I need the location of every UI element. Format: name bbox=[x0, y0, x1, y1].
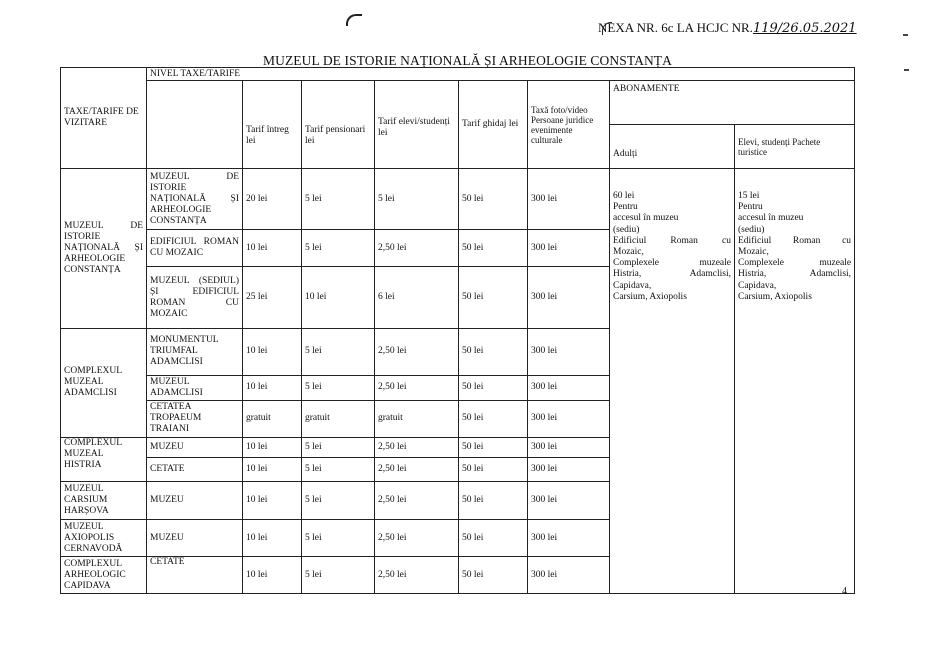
abonament-line: (sediu) bbox=[613, 224, 640, 235]
group-name: MUZEUL DE ISTORIE NAȚIONALĂ ȘI ARHEOLOGIE CONSTANȚA bbox=[61, 169, 147, 329]
abonament-line: Complexele muzeale bbox=[613, 258, 731, 269]
tarif-pensionari: gratuit bbox=[302, 400, 375, 437]
taxa-foto: 300 lei bbox=[528, 400, 610, 437]
header-adulti: Adulți bbox=[610, 125, 735, 169]
abonament-adulti-price: 60 lei bbox=[613, 191, 635, 201]
tarif-elevi: 2,50 lei bbox=[375, 329, 459, 376]
tarif-ghidaj: 50 lei bbox=[459, 230, 528, 267]
tarif-elevi: 6 lei bbox=[375, 267, 459, 329]
abonament-line: Capidava, bbox=[613, 280, 652, 291]
tarif-pensionari: 5 lei bbox=[302, 169, 375, 230]
tariff-table bbox=[60, 67, 855, 594]
tarif-ghidaj: 50 lei bbox=[459, 557, 528, 594]
tarif-ghidaj: 50 lei bbox=[459, 267, 528, 329]
tarif-elevi: 2,50 lei bbox=[375, 557, 459, 594]
tarif-intreg: 10 lei bbox=[243, 230, 302, 267]
row-name: MUZEU bbox=[147, 437, 243, 458]
abonament-line: accesul în muzeu bbox=[613, 213, 679, 224]
tarif-ghidaj: 50 lei bbox=[459, 437, 528, 458]
taxa-foto: 300 lei bbox=[528, 458, 610, 482]
tarif-pensionari: 5 lei bbox=[302, 482, 375, 520]
header-blank bbox=[147, 81, 243, 169]
row-name: MONUMENTUL TRIUMFAL ADAMCLISI bbox=[147, 329, 243, 376]
row-name: CETATE bbox=[147, 458, 243, 482]
stamp-mark bbox=[346, 14, 362, 26]
tarif-intreg: 10 lei bbox=[243, 520, 302, 557]
row-name: MUZEUL DE ISTORIE NAȚIONALĂ ȘI ARHEOLOGIE CONSTANȚA bbox=[147, 169, 243, 230]
group-name: MUZEUL CARSIUM HARȘOVA bbox=[61, 482, 147, 520]
group-name: COMPLEXUL ARHEOLOGIC CAPIDAVA bbox=[61, 557, 147, 594]
tarif-elevi: 2,50 lei bbox=[375, 520, 459, 557]
abonament-line: Mozaic, bbox=[613, 247, 644, 258]
tarif-intreg: 10 lei bbox=[243, 482, 302, 520]
tarif-ghidaj: 50 lei bbox=[459, 329, 528, 376]
document-title: MUZEUL DE ISTORIE NAȚIONALĂ ȘI ARHEOLOGIE CONSTANȚA bbox=[263, 53, 672, 68]
annex-prefix: NEXA NR. 6c LA HCJC NR. bbox=[598, 20, 753, 35]
abonament-line: Histria, Adamclisi, bbox=[613, 269, 731, 280]
tarif-pensionari: 5 lei bbox=[302, 520, 375, 557]
taxa-foto: 300 lei bbox=[528, 329, 610, 376]
row-name: CETATE bbox=[147, 557, 243, 594]
abonament-line: Carsium, Axiopolis bbox=[738, 291, 812, 302]
tarif-ghidaj: 50 lei bbox=[459, 482, 528, 520]
abonament-line: Capidava, bbox=[738, 280, 777, 291]
row-name: EDIFICIUL ROMAN CU MOZAIC bbox=[147, 230, 243, 267]
abonament-line: Histria, Adamclisi, bbox=[738, 269, 852, 280]
abonament-line: Carsium, Axiopolis bbox=[613, 291, 687, 302]
tarif-elevi: 5 lei bbox=[375, 169, 459, 230]
tarif-elevi: 2,50 lei bbox=[375, 482, 459, 520]
header-tarif-intreg: Tarif întreg lei bbox=[243, 81, 302, 169]
abonament-line: accesul în muzeu bbox=[738, 213, 804, 224]
header-tarif-elevi: Tarif elevi/studenți lei bbox=[375, 81, 459, 169]
tarif-pensionari: 5 lei bbox=[302, 437, 375, 458]
taxa-foto: 300 lei bbox=[528, 437, 610, 458]
tarif-pensionari: 5 lei bbox=[302, 375, 375, 400]
abonament-line: Mozaic, bbox=[738, 247, 769, 258]
row-name: CETATEA TROPAEUM TRAIANI bbox=[147, 400, 243, 437]
group-name: COMPLEXUL MUZEAL HISTRIA bbox=[61, 437, 147, 482]
tarif-ghidaj: 50 lei bbox=[459, 375, 528, 400]
tarif-intreg: 10 lei bbox=[243, 375, 302, 400]
tarif-elevi: 2,50 lei bbox=[375, 375, 459, 400]
header-taxe: TAXE/TARIFE DE VIZITARE bbox=[61, 68, 147, 169]
tarif-elevi: 2,50 lei bbox=[375, 437, 459, 458]
header-elevi: Elevi, studenți Pachete turistice bbox=[735, 125, 855, 169]
taxa-foto: 300 lei bbox=[528, 230, 610, 267]
row-name: MUZEU bbox=[147, 482, 243, 520]
tarif-intreg: 10 lei bbox=[243, 458, 302, 482]
tarif-intreg: gratuit bbox=[243, 400, 302, 437]
tarif-ghidaj: 50 lei bbox=[459, 520, 528, 557]
tarif-pensionari: 5 lei bbox=[302, 329, 375, 376]
header-tarif-ghidaj: Tarif ghidaj lei bbox=[459, 81, 528, 169]
tarif-intreg: 10 lei bbox=[243, 557, 302, 594]
header-tarif-pensionari: Tarif pensionari lei bbox=[302, 81, 375, 169]
tarif-pensionari: 5 lei bbox=[302, 458, 375, 482]
group-name: COMPLEXUL MUZEAL ADAMCLISI bbox=[61, 329, 147, 438]
tarif-pensionari: 5 lei bbox=[302, 557, 375, 594]
taxa-foto: 300 lei bbox=[528, 375, 610, 400]
taxa-foto: 300 lei bbox=[528, 557, 610, 594]
abonament-line: Edificiul Roman cu bbox=[738, 235, 852, 246]
tarif-elevi: 2,50 lei bbox=[375, 458, 459, 482]
header-taxa-foto: Taxă foto/video Persoane juridice evenimente culturale bbox=[528, 81, 610, 169]
page-number: 4 bbox=[842, 586, 847, 597]
tarif-ghidaj: 50 lei bbox=[459, 169, 528, 230]
tarif-intreg: 10 lei bbox=[243, 437, 302, 458]
margin-mark bbox=[904, 69, 909, 71]
abonament-elevi-price: 15 lei bbox=[738, 191, 760, 201]
group-name: MUZEUL AXIOPOLIS CERNAVODĂ bbox=[61, 520, 147, 557]
tarif-intreg: 10 lei bbox=[243, 329, 302, 376]
taxa-foto: 300 lei bbox=[528, 169, 610, 230]
tarif-ghidaj: 50 lei bbox=[459, 458, 528, 482]
taxa-foto: 300 lei bbox=[528, 482, 610, 520]
tarif-elevi: 2,50 lei bbox=[375, 230, 459, 267]
annex-header bbox=[598, 20, 857, 36]
abonament-line: (sediu) bbox=[738, 224, 765, 235]
abonament-line: Edificiul Roman cu bbox=[613, 235, 731, 246]
row-name: MUZEUL ADAMCLISI bbox=[147, 375, 243, 400]
taxa-foto: 300 lei bbox=[528, 520, 610, 557]
row-name: MUZEU bbox=[147, 520, 243, 557]
tarif-pensionari: 10 lei bbox=[302, 267, 375, 329]
abonament-line: Pentru bbox=[738, 202, 763, 213]
tarif-elevi: gratuit bbox=[375, 400, 459, 437]
abonament-line: Pentru bbox=[613, 202, 638, 213]
abonament-line: Complexele muzeale bbox=[738, 258, 852, 269]
abonament-elevi bbox=[735, 169, 855, 594]
tarif-intreg: 20 lei bbox=[243, 169, 302, 230]
row-name: MUZEUL (SEDIUL) ȘI EDIFICIUL ROMAN CU MOZAIC bbox=[147, 267, 243, 329]
annex-signature: 119/26.05.2021 bbox=[752, 21, 857, 36]
tarif-pensionari: 5 lei bbox=[302, 230, 375, 267]
tarif-intreg: 25 lei bbox=[243, 267, 302, 329]
header-abonamente: ABONAMENTE bbox=[610, 81, 855, 125]
abonament-adulti bbox=[610, 169, 735, 594]
taxa-foto: 300 lei bbox=[528, 267, 610, 329]
header-nivel: NIVEL TAXE/TARIFE bbox=[147, 68, 855, 81]
tarif-ghidaj: 50 lei bbox=[459, 400, 528, 437]
margin-mark bbox=[903, 34, 908, 36]
